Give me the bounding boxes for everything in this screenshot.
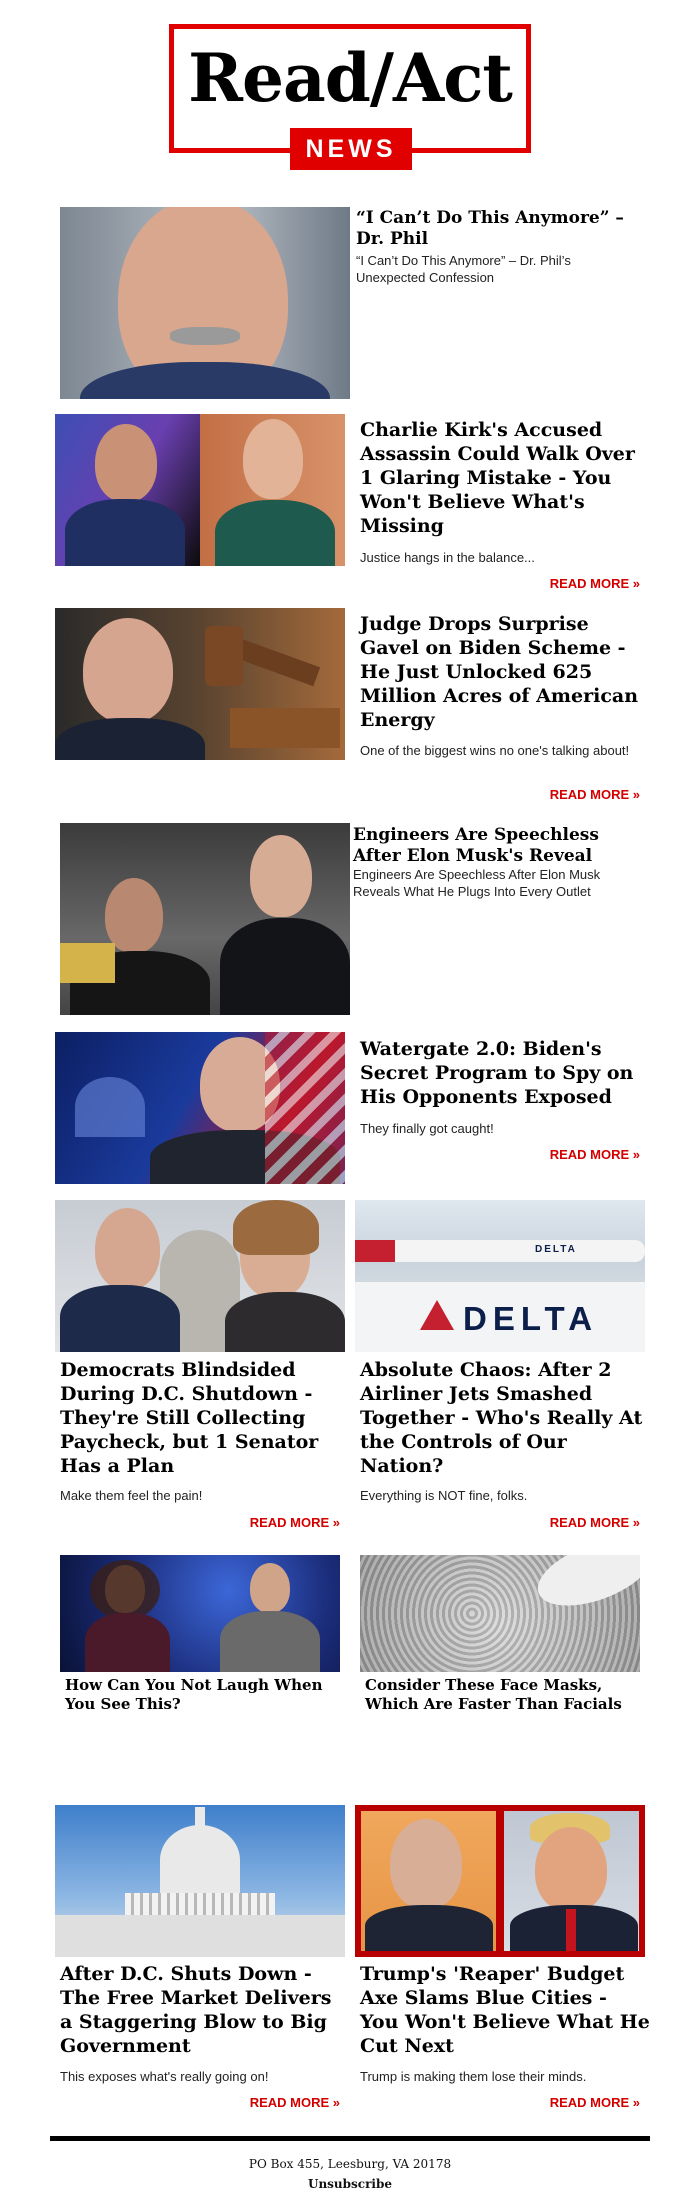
article-7-headline[interactable]: Absolute Chaos: After 2 Airliner Jets Smashed Together - Who's Really At the Controls of Our Nation? (360, 1359, 643, 1477)
delta-small-logo: DELTA (535, 1244, 577, 1255)
article-2-image[interactable] (55, 414, 345, 566)
article-5-headline[interactable]: Watergate 2.0: Biden's Secret Program to Spy on His Opponents Exposed (360, 1038, 634, 1108)
article-9-image[interactable] (355, 1805, 645, 1957)
article-5-read-more-link[interactable]: READ MORE » (549, 1147, 640, 1162)
article-3-headline[interactable]: Judge Drops Surprise Gavel on Biden Scheme - He Just Unlocked 625 Million Acres of American Energy (360, 613, 639, 731)
article-7-image[interactable] (355, 1200, 645, 1352)
article-6-summary: Make them feel the pain! (60, 1488, 203, 1503)
article-8-read-more-link[interactable]: READ MORE » (249, 2095, 340, 2110)
article-1-summary: “I Can’t Do This Anymore” – Dr. Phil’s Unexpected Confession (356, 253, 571, 285)
footer-address: PO Box 455, Leesburg, VA 20178 (248, 2157, 452, 2171)
article-9-read-more-link[interactable]: READ MORE » (549, 2095, 640, 2110)
article-9-headline[interactable]: Trump's 'Reaper' Budget Axe Slams Blue Cities - You Won't Believe What He Cut Next (360, 1963, 650, 2057)
article-8-image[interactable] (55, 1805, 345, 1957)
article-7-summary: Everything is NOT fine, folks. (360, 1488, 528, 1503)
article-8-summary: This exposes what's really going on! (60, 2069, 269, 2084)
article-2-headline[interactable]: Charlie Kirk's Accused Assassin Could Walk Over 1 Glaring Mistake - You Won't Believe What's Missing (360, 419, 635, 537)
unsubscribe-link[interactable]: Unsubscribe (307, 2177, 393, 2191)
footer-divider (50, 2136, 650, 2141)
article-2-summary: Justice hangs in the balance... (360, 550, 535, 565)
delta-large-logo: DELTA (463, 1300, 599, 1337)
article-7-read-more-link[interactable]: READ MORE » (549, 1515, 640, 1530)
article-3-image[interactable] (55, 608, 345, 760)
article-8-headline[interactable]: After D.C. Shuts Down - The Free Market Delivers a Staggering Blow to Big Government (60, 1963, 332, 2057)
article-1-image[interactable] (60, 207, 350, 399)
article-3-summary: One of the biggest wins no one's talking about! (360, 743, 630, 758)
logo-badge: NEWS (290, 128, 412, 170)
article-5-summary: They finally got caught! (360, 1121, 494, 1136)
ad-1-image[interactable] (60, 1555, 340, 1672)
article-6-read-more-link[interactable]: READ MORE » (249, 1515, 340, 1530)
ad-1-headline[interactable]: How Can You Not Laugh When You See This? (65, 1676, 323, 1713)
article-4-image[interactable] (60, 823, 350, 1015)
article-9-summary: Trump is making them lose their minds. (360, 2069, 587, 2084)
article-5-image[interactable] (55, 1032, 345, 1184)
article-1-headline[interactable]: “I Can’t Do This Anymore” – Dr. Phil (356, 208, 624, 249)
article-4-summary: Engineers Are Speechless After Elon Musk Reveals What He Plugs Into Every Outlet (353, 867, 601, 899)
ad-2-image[interactable] (360, 1555, 640, 1672)
logo-title: Read/Act (188, 39, 512, 117)
article-6-headline[interactable]: Democrats Blindsided During D.C. Shutdown - They're Still Collecting Paycheck, but 1 Senator Has a Plan (60, 1359, 319, 1477)
article-2-read-more-link[interactable]: READ MORE » (549, 576, 640, 591)
article-3-read-more-link[interactable]: READ MORE » (549, 787, 640, 802)
article-6-image[interactable] (55, 1200, 345, 1352)
article-4-headline[interactable]: Engineers Are Speechless After Elon Musk's Reveal (353, 825, 599, 866)
ad-2-headline[interactable]: Consider These Face Masks, Which Are Faster Than Facials (365, 1676, 622, 1713)
